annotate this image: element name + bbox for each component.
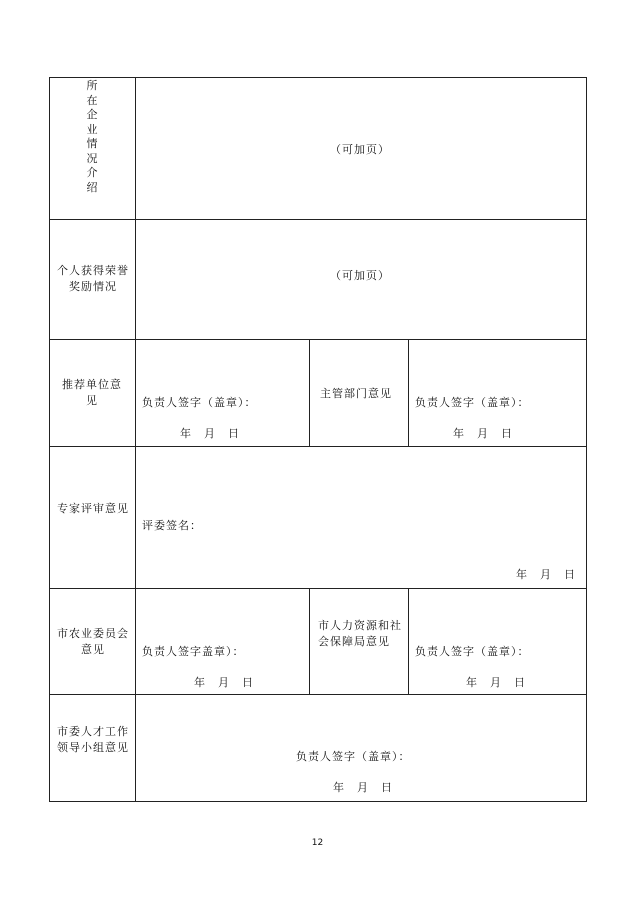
page-number: 12 <box>311 838 324 848</box>
agri-right-date: 年 月 日 <box>466 676 526 689</box>
honors-label: 个人获得荣誉奖励情况 <box>57 264 129 293</box>
recommend-left-sign: 负责人签字（盖章）： <box>142 396 257 409</box>
competent-dept-label: 主管部门意见 <box>320 387 392 400</box>
company-intro-label: 所在企业情况介绍 <box>86 79 98 194</box>
recommend-right-date: 年 月 日 <box>453 427 513 440</box>
recommend-left-date: 年 月 日 <box>180 427 240 440</box>
talent-group-label: 市委人才工作领导小组意见 <box>57 725 129 754</box>
agri-left-date: 年 月 日 <box>194 676 254 689</box>
expert-label: 专家评审意见 <box>57 502 129 515</box>
agri-committee-label: 市农业委员会意见 <box>57 627 129 656</box>
agri-left-sign: 负责人签字盖章）： <box>142 645 245 658</box>
talent-sign: 负责人签字（盖章）： <box>296 750 411 763</box>
honors-note: （可加页） <box>330 269 390 282</box>
expert-sign: 评委签名： <box>142 519 202 532</box>
agri-right-sign: 负责人签字（盖章）： <box>415 645 530 658</box>
hr-bureau-label: 市人力资源和社会保障局意见 <box>318 619 402 648</box>
recommend-label: 推荐单位意见 <box>62 378 122 407</box>
talent-date: 年 月 日 <box>333 781 393 794</box>
expert-date: 年 月 日 <box>516 568 576 581</box>
company-intro-note: （可加页） <box>330 143 390 156</box>
recommend-right-sign: 负责人签字（盖章）： <box>415 396 530 409</box>
